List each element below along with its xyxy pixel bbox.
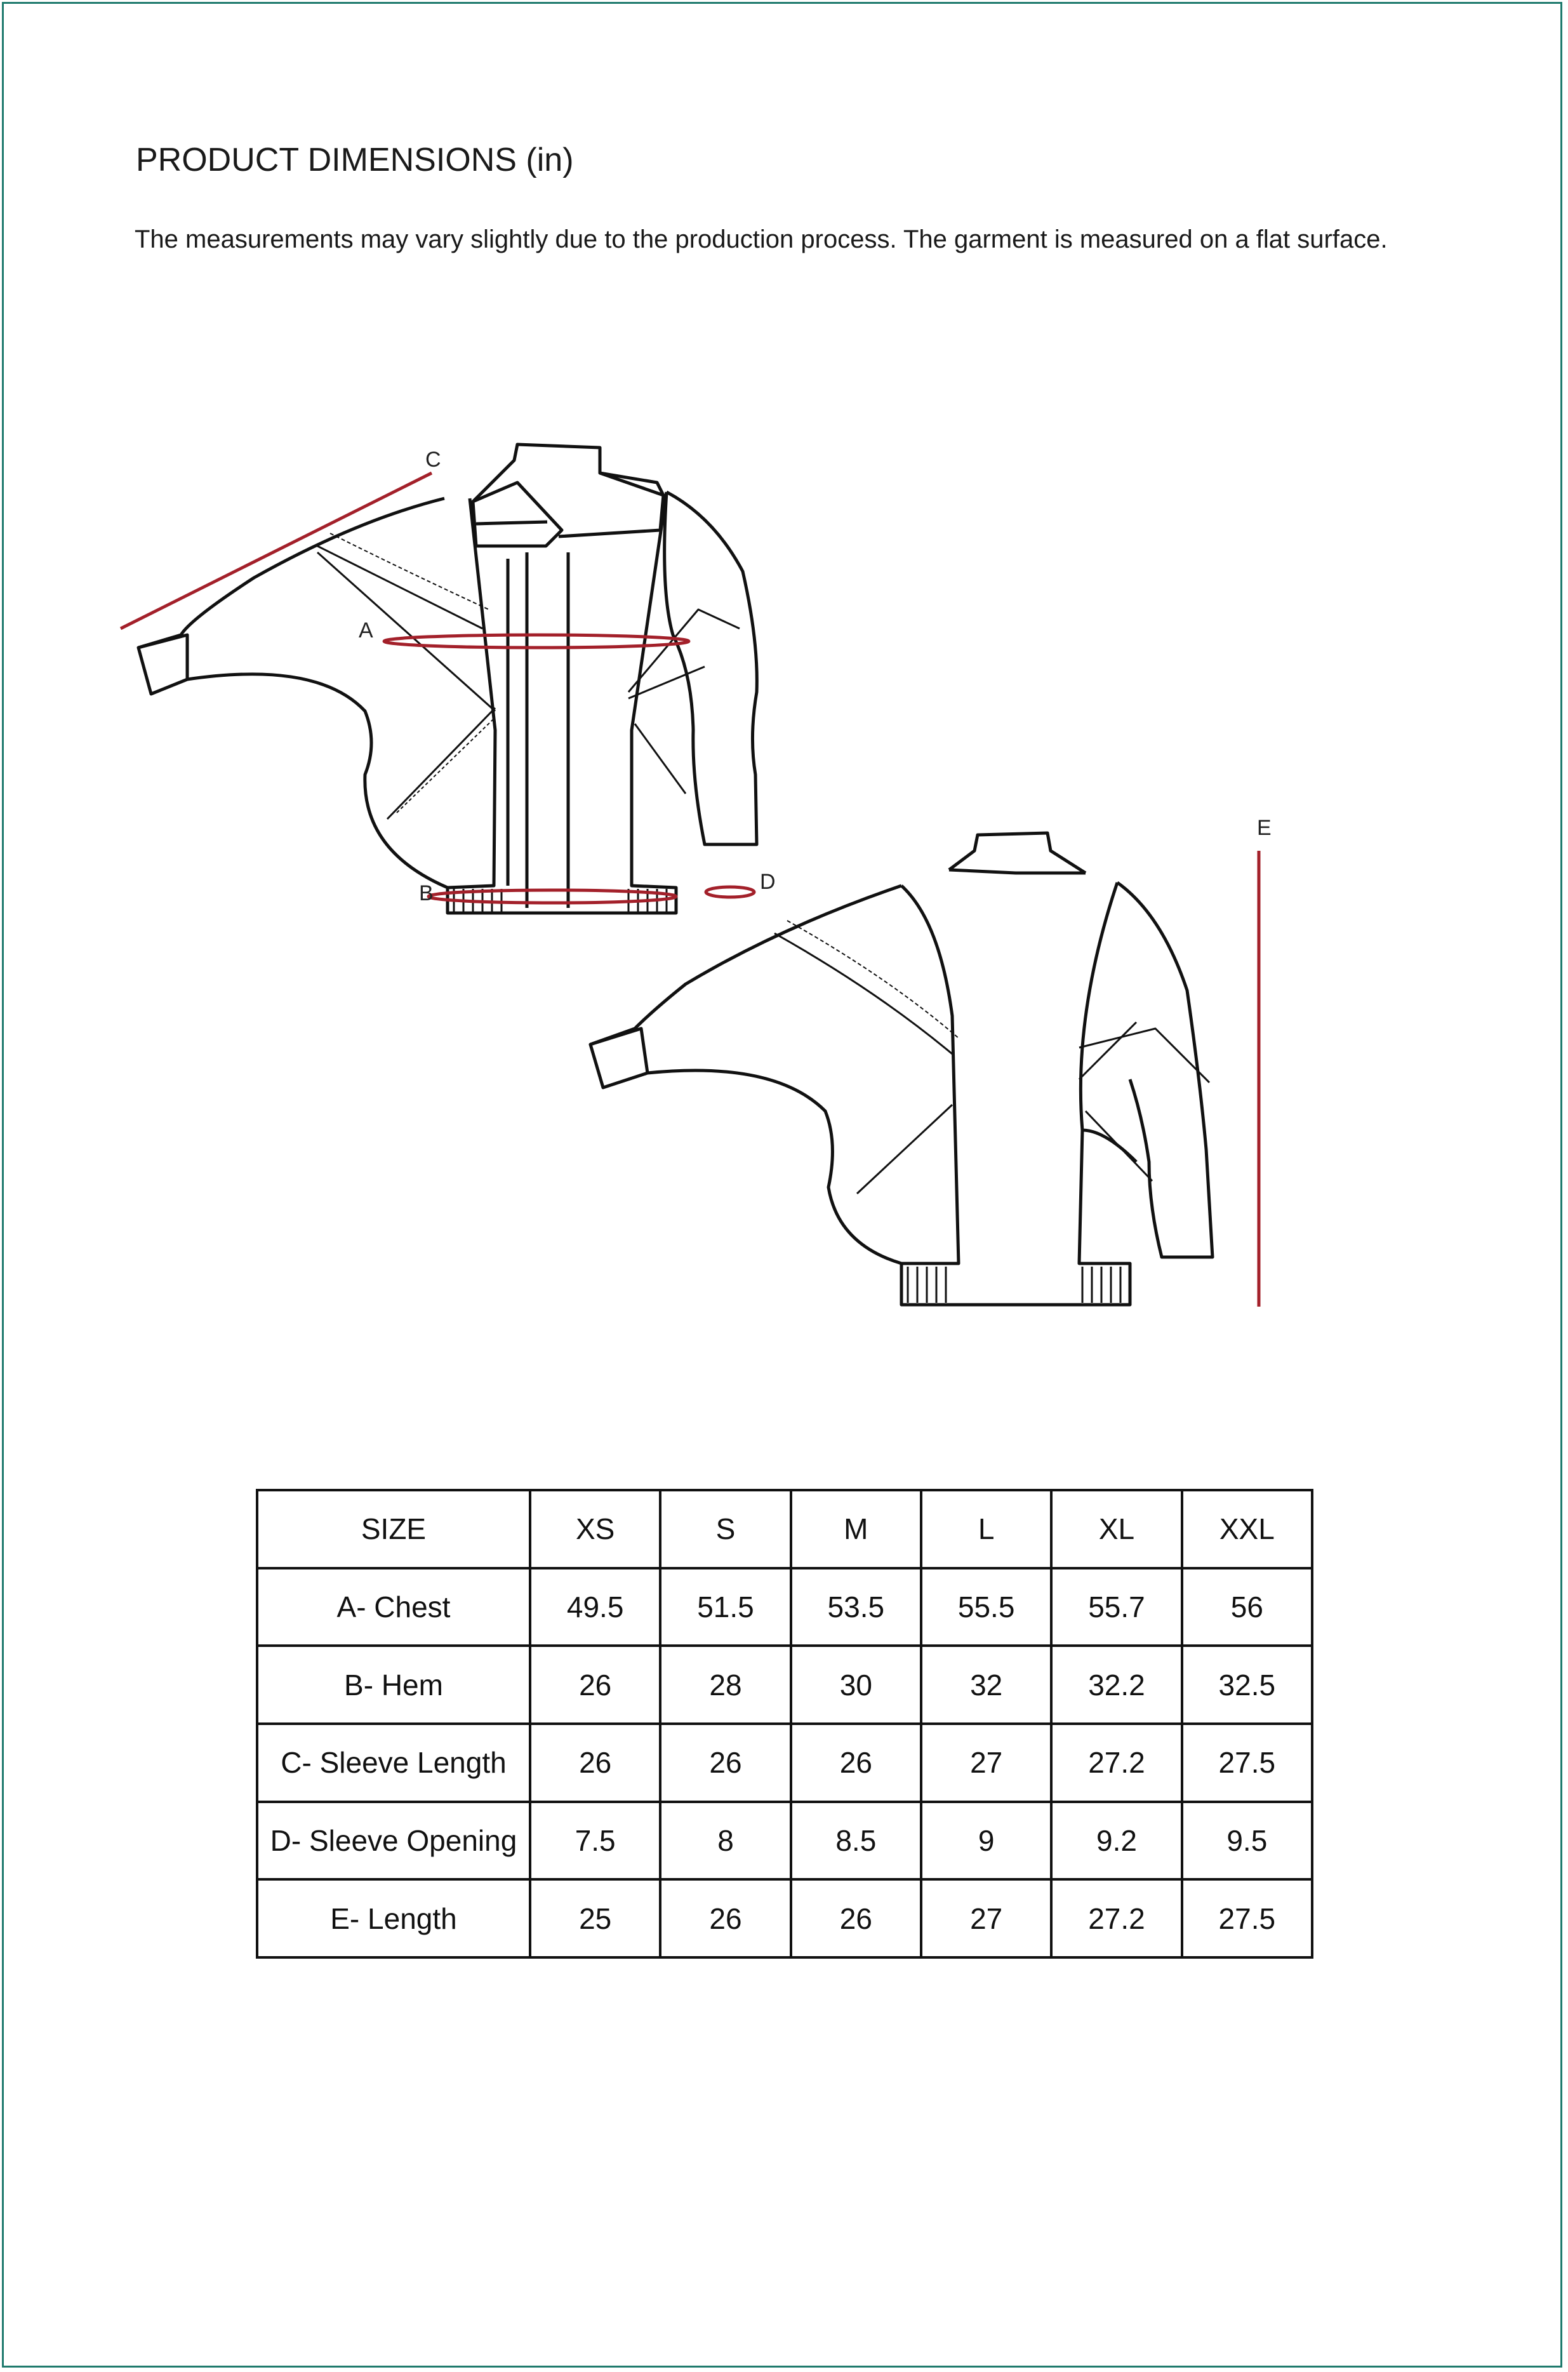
header-cell: S: [660, 1490, 790, 1568]
table-cell: 26: [791, 1879, 921, 1957]
table-cell: 27.5: [1182, 1879, 1312, 1957]
table-cell: 26: [660, 1879, 790, 1957]
table-cell: 55.5: [921, 1568, 1051, 1646]
jacket-back-illustration: [590, 833, 1213, 1305]
row-label: A- Chest: [257, 1568, 530, 1646]
table-cell: 26: [530, 1646, 660, 1724]
row-label: D- Sleeve Opening: [257, 1802, 530, 1880]
table-cell: 30: [791, 1646, 921, 1724]
label-b: B: [419, 881, 434, 905]
label-d: D: [760, 870, 776, 894]
table-row: [257, 1646, 1312, 1724]
header-cell: SIZE: [257, 1490, 530, 1568]
label-e: E: [1257, 816, 1272, 840]
table-cell: 9: [921, 1802, 1051, 1880]
table-cell: 49.5: [530, 1568, 660, 1646]
header-cell: XS: [530, 1490, 660, 1568]
table-row: [257, 1879, 1312, 1957]
row-label: E- Length: [257, 1879, 530, 1957]
table-cell: 26: [530, 1724, 660, 1802]
table-cell: 27: [921, 1879, 1051, 1957]
header-cell: L: [921, 1490, 1051, 1568]
table-cell: 32: [921, 1646, 1051, 1724]
jacket-front-illustration: [138, 444, 757, 913]
table-row: [257, 1724, 1312, 1802]
table-cell: 32.5: [1182, 1646, 1312, 1724]
row-label: B- Hem: [257, 1646, 530, 1724]
table-cell: 27: [921, 1724, 1051, 1802]
table-cell: 25: [530, 1879, 660, 1957]
label-c: C: [425, 448, 441, 472]
table-cell: 9.5: [1182, 1802, 1312, 1880]
page-title: PRODUCT DIMENSIONS (in): [136, 142, 574, 178]
header-cell: XXL: [1182, 1490, 1312, 1568]
table-row: [257, 1802, 1312, 1880]
header-cell: M: [791, 1490, 921, 1568]
table-cell: 27.2: [1051, 1724, 1181, 1802]
table-cell: 28: [660, 1646, 790, 1724]
table-row: [257, 1568, 1312, 1646]
table-cell: 53.5: [791, 1568, 921, 1646]
table-cell: 8.5: [791, 1802, 921, 1880]
table-cell: 27.5: [1182, 1724, 1312, 1802]
table-header-row: [257, 1490, 1312, 1568]
table-cell: 8: [660, 1802, 790, 1880]
table-cell: 27.2: [1051, 1879, 1181, 1957]
table-cell: 26: [660, 1724, 790, 1802]
measurement-note: The measurements may vary slightly due to the production process. The garment is measured on a flat surface.: [135, 225, 1388, 253]
label-a: A: [359, 618, 373, 643]
table-cell: 26: [791, 1724, 921, 1802]
header-cell: XL: [1051, 1490, 1181, 1568]
table-cell: 9.2: [1051, 1802, 1181, 1880]
size-chart-table: [256, 1489, 1313, 1959]
table-cell: 51.5: [660, 1568, 790, 1646]
table-cell: 32.2: [1051, 1646, 1181, 1724]
row-label: C- Sleeve Length: [257, 1724, 530, 1802]
table-cell: 7.5: [530, 1802, 660, 1880]
table-cell: 55.7: [1051, 1568, 1181, 1646]
table-cell: 56: [1182, 1568, 1312, 1646]
